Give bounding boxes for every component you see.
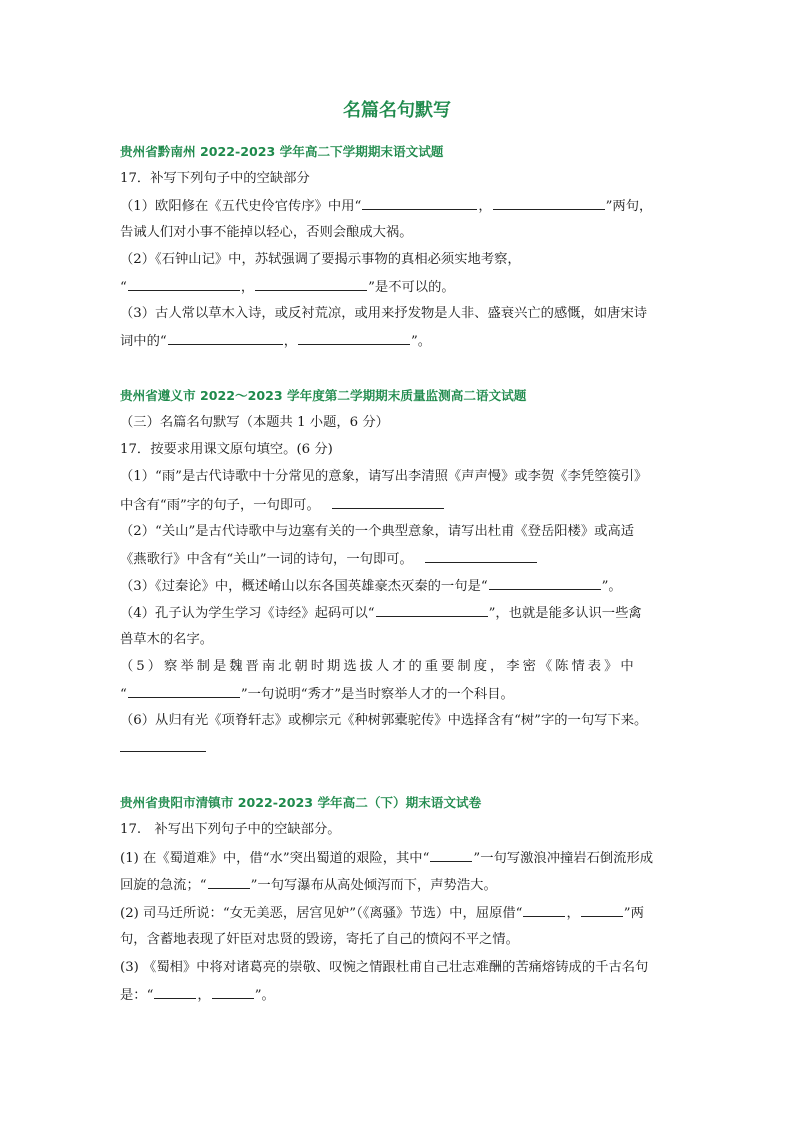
question-line: （1）欧阳修在《五代史伶官传序》中用“ ， ”两句， [120, 199, 653, 214]
question-line: 17．按要求用课文原句填空。(6 分) [120, 442, 333, 457]
answer-blank[interactable] [430, 849, 472, 862]
answer-blank[interactable] [168, 332, 283, 345]
question-line: （2）《石钟山记》中，苏轼强调了要揭示事物的真相必须实地考察， [120, 252, 521, 267]
answer-blank[interactable] [208, 876, 250, 889]
answer-blank[interactable] [120, 739, 206, 752]
question-line: （2）“关山”是古代诗歌中与边塞有关的一个典型意象，请写出杜甫《登岳阳楼》或高适 [120, 524, 635, 539]
question-line: (1) 在《蜀道难》中，借“水”突出蜀道的艰险，其中“ ”一句写激浪冲撞岩石倒流形成 [120, 851, 654, 866]
question-line: 兽草木的名字。 [120, 632, 214, 647]
section-heading: 贵州省贵阳市清镇市 2022-2023 学年高二（下）期末语文试卷 [120, 795, 482, 810]
answer-blank[interactable] [489, 577, 601, 590]
answer-blank[interactable] [425, 550, 537, 563]
question-line: （4）孔子认为学生学习《诗经》起码可以“ ”，也就是能多认识一些禽 [120, 606, 642, 621]
answer-blank[interactable] [128, 685, 240, 698]
question-line: 17. 补写出下列句子中的空缺部分。 [120, 822, 341, 837]
question-line: （1）“雨”是古代诗歌中十分常见的意象，请写出李清照《声声慢》或李贺《李凭箜篌引》 [120, 469, 648, 484]
page-title: 名篇名句默写 [343, 100, 451, 121]
question-line: (2) 司马迁所说：“女无美恶，居宫见妒”（《离骚》节选）中，屈原借“ ， ”两 [120, 906, 644, 921]
answer-blank[interactable] [154, 986, 196, 999]
question-line: 17．补写下列句子中的空缺部分 [120, 171, 310, 186]
question-line: 是：“ ， ”。 [120, 988, 275, 1003]
question-line: 《燕歌行》中含有“关山”一词的诗句，一句即可。 [120, 550, 680, 569]
question-line: “ ， ”是不可以的。 [120, 280, 455, 295]
question-line: （5）察举制是魏晋南北朝时期选拔人才的重要制度，李密《陈情表》中 [120, 659, 637, 674]
answer-blank[interactable] [212, 986, 254, 999]
section-heading: 贵州省遵义市 2022～2023 学年度第二学期期末质量监测高二语文试题 [120, 388, 527, 403]
question-line: 中含有“雨”字的句子，一句即可。 [120, 496, 680, 515]
question-line [120, 739, 680, 758]
question-line: （3）古人常以草木入诗，或反衬荒凉，或用来抒发物是人非、盛衰兴亡的感慨，如唐宋诗 [120, 306, 648, 321]
question-line: （3）《过秦论》中，概述崤山以东各国英雄豪杰灭秦的一句是“ ”。 [120, 579, 622, 594]
answer-blank[interactable] [493, 197, 605, 210]
question-line: 回旋的急流；“ ”一句写瀑布从高处倾泻而下，声势浩大。 [120, 878, 497, 893]
answer-blank[interactable] [376, 604, 488, 617]
question-line: （6）从归有光《项脊轩志》或柳宗元《种树郭橐驼传》中选择含有“树”字的一句写下来。 [120, 713, 648, 728]
question-line: “ ”一句说明“秀才”是当时察举人才的一个科目。 [120, 687, 514, 702]
answer-blank[interactable] [523, 904, 565, 917]
answer-blank[interactable] [128, 278, 240, 291]
question-line: 词中的“ ， ”。 [120, 334, 432, 349]
answer-blank[interactable] [581, 904, 623, 917]
answer-blank[interactable] [362, 197, 477, 210]
answer-blank[interactable] [255, 278, 367, 291]
question-line: (3) 《蜀相》中将对诸葛亮的崇敬、叹惋之情跟杜甫自己壮志难酬的苦痛熔铸成的千古名句 [120, 960, 649, 975]
section-heading: 贵州省黔南州 2022-2023 学年高二下学期期末语文试题 [120, 144, 444, 159]
question-line: 告诫人们对小事不能掉以轻心，否则会酿成大祸。 [120, 225, 413, 240]
question-line: （三）名篇名句默写（本题共 1 小题，6 分） [120, 415, 389, 430]
question-line: 句，含蓄地表现了奸臣对忠贤的毁谤，寄托了自己的愤闷不平之情。 [120, 932, 519, 947]
answer-blank[interactable] [298, 332, 410, 345]
answer-blank[interactable] [332, 496, 444, 509]
